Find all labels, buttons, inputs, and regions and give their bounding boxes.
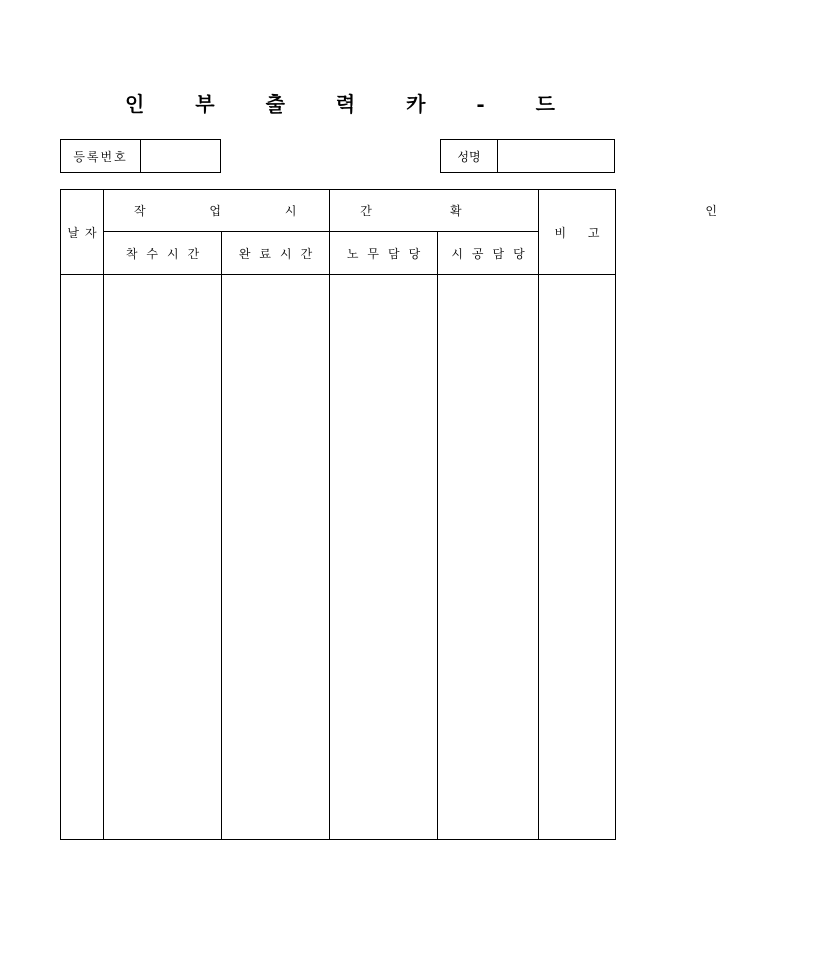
name-field[interactable] — [498, 140, 614, 172]
date-header: 날자 — [61, 190, 104, 275]
name-box — [440, 139, 615, 173]
confirm-header: 확 인 — [330, 190, 539, 232]
construction-manager-cell[interactable] — [438, 275, 539, 840]
registration-number-label: 등록번호 — [61, 140, 141, 172]
date-cell[interactable] — [61, 275, 104, 840]
end-time-header: 완료시간 — [222, 232, 330, 275]
name-label: 성명 — [441, 140, 498, 172]
labor-manager-cell[interactable] — [330, 275, 438, 840]
table-row — [61, 275, 616, 840]
remarks-cell[interactable] — [539, 275, 616, 840]
attendance-table — [60, 189, 837, 840]
construction-manager-header: 시공담당 — [438, 232, 539, 275]
end-time-cell[interactable] — [222, 275, 330, 840]
registration-number-field[interactable] — [141, 140, 220, 172]
registration-number-box — [60, 139, 221, 173]
page-title: 인 부 출 력 카 - 드 — [125, 92, 577, 116]
work-time-header: 작 업 시 간 — [104, 190, 330, 232]
start-time-header: 착수시간 — [104, 232, 222, 275]
labor-manager-header: 노무담당 — [330, 232, 438, 275]
start-time-cell[interactable] — [104, 275, 222, 840]
remarks-header: 비 고 — [539, 190, 616, 275]
